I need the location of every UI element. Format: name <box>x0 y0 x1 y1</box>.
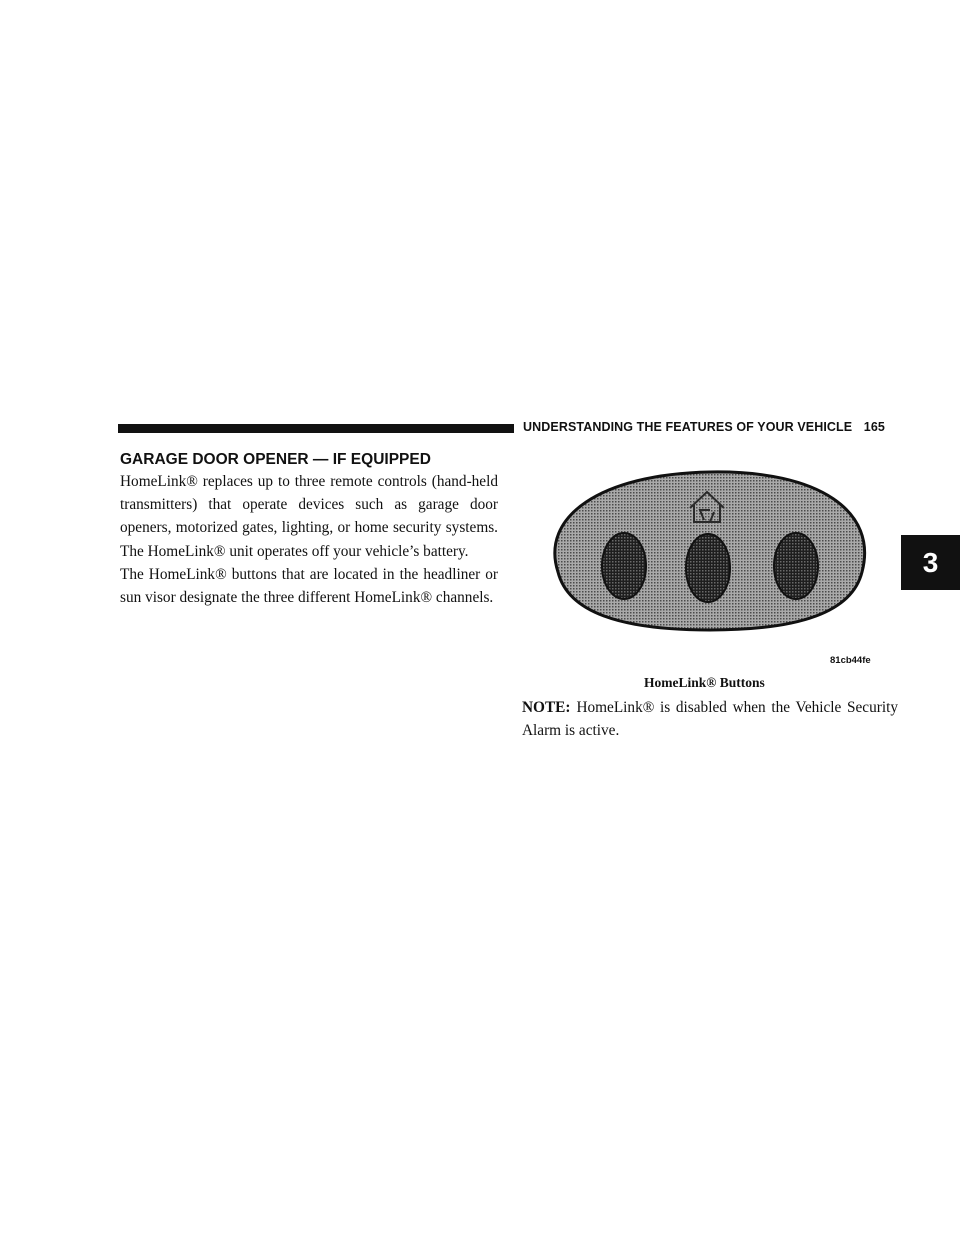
section-tab: 3 <box>901 535 960 590</box>
note-paragraph <box>522 696 898 742</box>
body-paragraph-2: The HomeLink® buttons that are located in the headliner or sun visor designate the three different HomeLink® channels. <box>120 566 498 607</box>
page-number: 165 <box>863 420 885 434</box>
running-head-title: UNDERSTANDING THE FEATURES OF YOUR VEHICLE <box>523 420 853 434</box>
homelink-button-1[interactable] <box>602 533 646 599</box>
note-text: HomeLink® is disabled when the Vehicle Security Alarm is active. <box>522 699 898 740</box>
homelink-button-2[interactable] <box>686 534 730 602</box>
homelink-buttons-illustration <box>540 462 880 637</box>
homelink-button-3[interactable] <box>774 533 818 599</box>
section-heading: GARAGE DOOR OPENER — IF EQUIPPED <box>120 451 431 468</box>
header-rule <box>118 424 514 433</box>
figure-code: 81cb44fe <box>830 655 871 666</box>
figure-caption: HomeLink® Buttons <box>644 675 765 690</box>
note-label: NOTE: <box>522 699 571 716</box>
body-paragraph-1: HomeLink® replaces up to three remote controls (hand-held transmitters) that operate devices such as garage door openers, motorized gates, lighting, or home security systems. The HomeLink® unit operates off your vehicle’s battery. <box>120 473 498 560</box>
running-head <box>523 420 885 434</box>
